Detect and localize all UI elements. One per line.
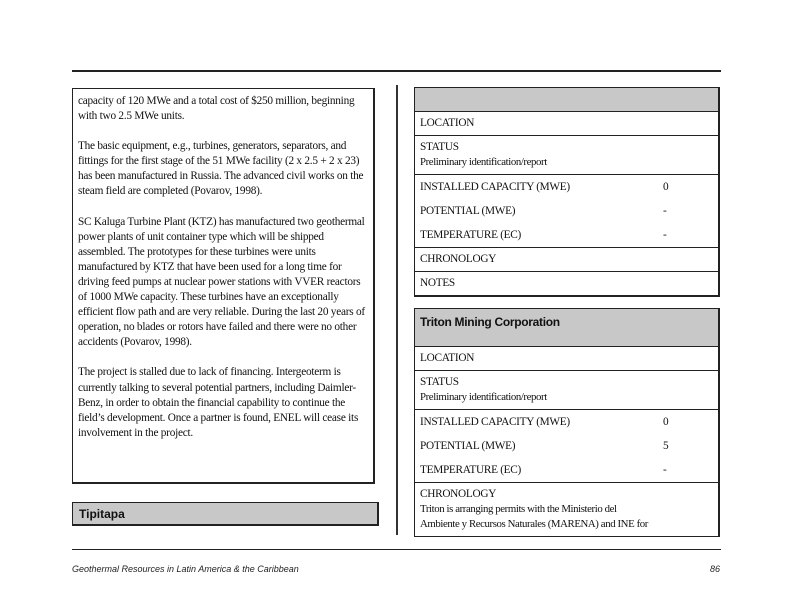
temperature-value: - bbox=[663, 464, 667, 476]
left-text-box bbox=[72, 88, 375, 484]
status-label: STATUS bbox=[420, 376, 459, 388]
notes-label: NOTES bbox=[420, 277, 455, 289]
installed-capacity-label: INSTALLED CAPACITY (MWE) bbox=[420, 181, 570, 193]
status-row bbox=[415, 371, 718, 410]
location-label: LOCATION bbox=[420, 117, 475, 129]
location-row bbox=[415, 112, 718, 136]
installed-capacity-label: INSTALLED CAPACITY (MWE) bbox=[420, 416, 570, 428]
card-header bbox=[415, 88, 718, 112]
temperature-row bbox=[415, 458, 718, 482]
potential-value: - bbox=[663, 205, 667, 217]
potential-row bbox=[415, 199, 718, 223]
potential-label: POTENTIAL (MWE) bbox=[420, 440, 516, 452]
metrics-group bbox=[415, 410, 718, 483]
paragraph-equipment: The basic equipment, e.g., turbines, generators, separators, and fittings for the first stage of the 51 MWe facility (2 x 2.5 + 2 x 23) has been manufactured in Russia. The advanced civil works on the steam field are completed (Povarov, 1998). bbox=[78, 140, 364, 198]
temperature-label: TEMPERATURE (ЕC) bbox=[420, 464, 521, 476]
chronology-line: Triton is arranging permits with the Ministerio del bbox=[420, 503, 617, 515]
location-row bbox=[415, 347, 718, 371]
status-label: STATUS bbox=[420, 141, 459, 153]
bottom-rule bbox=[72, 549, 721, 550]
top-rule bbox=[72, 70, 721, 72]
potential-row bbox=[415, 434, 718, 458]
status-value: Preliminary identification/report bbox=[420, 156, 547, 168]
field-info-card bbox=[414, 87, 720, 297]
chronology-row bbox=[415, 483, 718, 536]
chronology-label: CHRONOLOGY bbox=[420, 488, 497, 500]
temperature-row bbox=[415, 223, 718, 247]
section-heading-tipitapa: Tipitapa bbox=[72, 502, 379, 526]
chronology-label: CHRONOLOGY bbox=[420, 253, 497, 265]
installed-capacity-row bbox=[415, 410, 718, 434]
paragraph-ktz: SC Kaluga Turbine Plant (KTZ) has manufactured two geothermal power plants of unit container type which will be shipped assembled. The prototypes for these turbines were units manufactured by KTZ that have been used for a long time for driving feed pumps at nuclear power stations with VVER reactors of 1000 MWe capacity. These turbines have an exceptionally efficient flow path and are very reliable. During the last 20 years of operation, no blades or rotors have failed and there were no other accidents (Povarov, 1998). bbox=[78, 215, 365, 349]
chronology-line: Ambiente y Recursos Naturales (MARENA) and INE for bbox=[420, 518, 648, 530]
footer-title: Geothermal Resources in Latin America & the Caribbean bbox=[72, 564, 299, 574]
paragraph-capacity: capacity of 120 MWe and a total cost of $250 million, beginning with two 2.5 MWe units. bbox=[78, 95, 355, 123]
triton-info-card bbox=[414, 308, 720, 537]
installed-capacity-row bbox=[415, 175, 718, 199]
location-label: LOCATION bbox=[420, 352, 475, 364]
column-divider bbox=[396, 85, 398, 535]
potential-label: POTENTIAL (MWE) bbox=[420, 205, 516, 217]
potential-value: 5 bbox=[663, 440, 669, 452]
status-value: Preliminary identification/report bbox=[420, 391, 547, 403]
installed-capacity-value: 0 bbox=[663, 181, 669, 193]
temperature-value: - bbox=[663, 229, 667, 241]
chronology-row bbox=[415, 248, 718, 272]
notes-row bbox=[415, 272, 718, 295]
installed-capacity-value: 0 bbox=[663, 416, 669, 428]
page-number: 86 bbox=[709, 564, 720, 574]
card-header: Triton Mining Corporation bbox=[415, 309, 718, 347]
paragraph-financing: The project is stalled due to lack of financing. Intergeoterm is currently talking to several potential partners, including Daimler-Benz, in order to obtain the financial capability to continue the field’s development. Once a partner is found, ENEL will cease its involvement in the project. bbox=[78, 366, 359, 439]
temperature-label: TEMPERATURE (ЕC) bbox=[420, 229, 521, 241]
metrics-group bbox=[415, 175, 718, 248]
status-row bbox=[415, 136, 718, 175]
